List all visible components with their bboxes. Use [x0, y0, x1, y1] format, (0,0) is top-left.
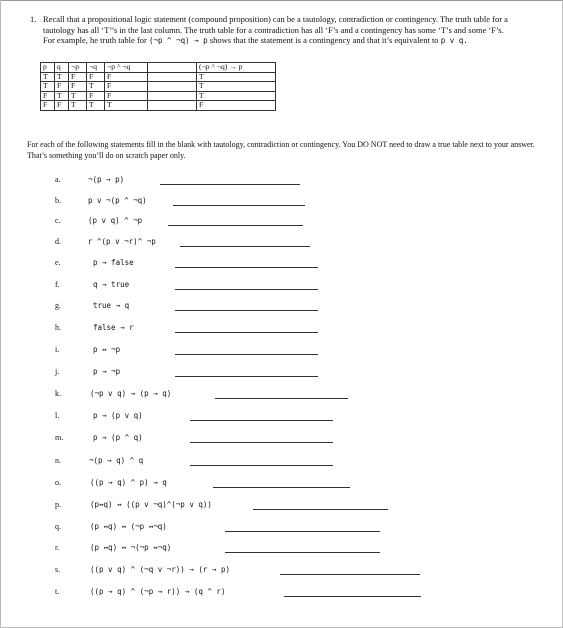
truth-table [40, 62, 276, 111]
truth-table-header-row [41, 63, 276, 73]
item-letter: i. [55, 345, 60, 354]
item-letter: c. [55, 216, 61, 225]
table-cell: F [105, 82, 148, 92]
table-row [41, 101, 276, 111]
answer-blank[interactable] [175, 267, 318, 268]
table-cell: F [69, 72, 87, 82]
item-letter: m. [55, 433, 64, 442]
answer-blank[interactable] [190, 420, 333, 421]
spacer-cell [148, 91, 197, 101]
question-intro [43, 14, 538, 47]
item-letter: l. [55, 411, 60, 420]
item-letter: k. [55, 389, 61, 398]
exercise-item-l [0, 411, 563, 423]
answer-blank[interactable] [190, 465, 333, 466]
item-expression: ((p → q) ^ p) → q [90, 478, 167, 487]
item-expression: (p v q) ^ ¬p [88, 216, 143, 225]
answer-blank[interactable] [175, 332, 318, 333]
exercise-item-q [0, 522, 563, 534]
exercise-item-s [0, 565, 563, 577]
item-expression: p → false [93, 258, 134, 267]
item-expression: p v ¬(p ^ ¬q) [88, 196, 147, 205]
table-cell: T [197, 91, 276, 101]
example-prefix: For example, he truth table for [43, 35, 147, 45]
item-expression: true → q [93, 301, 130, 310]
item-letter: q. [55, 522, 61, 531]
answer-blank[interactable] [213, 487, 350, 488]
intro-paragraph: Recall that a propositional logic statement (compound proposition) can be a tautology, contradiction or contingency. The truth table for a tautology has all ‘T’’s in the last column. The truth table for a contradiction has all ‘F’s and a contingency has some ‘T’s and some ‘F’s. [43, 14, 508, 35]
page-top-border [0, 0, 563, 1]
item-expression: (p ↔q) ↔ (¬p ↔¬q) [90, 522, 167, 531]
item-expression: (¬p v q) → (p → q) [90, 389, 172, 398]
answer-blank[interactable] [175, 376, 318, 377]
example-middle: shows that the statement is a contingency and that it’s equivalent to [209, 35, 439, 45]
answer-blank[interactable] [215, 398, 348, 399]
spacer-cell [148, 72, 197, 82]
exercise-item-p [0, 500, 563, 512]
instructions: For each of the following statements fill in the blank with tautology, contradiction or contingency. You DO NOT need to draw a true table next to your answer. That’s something you’ll do on scratch paper only. [27, 140, 535, 160]
spacer-cell [148, 101, 197, 111]
table-cell: T [55, 72, 69, 82]
answer-blank[interactable] [175, 310, 318, 311]
item-expression: r ^(p v ¬r)^ ¬p [88, 237, 156, 246]
exercise-item-g [0, 301, 563, 313]
item-expression: (p ↔q) ↔ ¬(¬p ↔¬q) [90, 543, 172, 552]
table-cell: T [41, 72, 55, 82]
example-equivalent: p v q. [440, 36, 468, 45]
answer-blank[interactable] [168, 225, 303, 226]
exercise-item-a [0, 175, 563, 187]
exercise-item-e [0, 258, 563, 270]
table-cell: T [105, 101, 148, 111]
table-cell: F [55, 82, 69, 92]
item-letter: o. [55, 478, 61, 487]
table-cell: T [69, 91, 87, 101]
item-letter: p. [55, 500, 61, 509]
table-cell: T [87, 82, 105, 92]
item-expression: (p↔q) ↔ ((p v ¬q)^(¬p v q)) [90, 500, 212, 509]
exercise-item-m [0, 433, 563, 445]
item-expression: p → (p v q) [93, 411, 143, 420]
item-letter: n. [55, 456, 61, 465]
item-letter: j. [55, 367, 60, 376]
table-cell: T [55, 91, 69, 101]
exercise-item-r [0, 543, 563, 555]
header-cell: (¬p ^ ¬q) → p [197, 63, 276, 73]
item-expression: ¬(p → p) [88, 175, 125, 184]
item-letter: d. [55, 237, 61, 246]
spacer-cell [148, 82, 197, 92]
header-cell: ¬p [69, 63, 87, 73]
exercise-item-j [0, 367, 563, 379]
item-letter: b. [55, 196, 61, 205]
table-cell: T [41, 82, 55, 92]
answer-blank[interactable] [173, 205, 305, 206]
item-letter: t. [55, 587, 60, 596]
answer-blank[interactable] [180, 246, 310, 247]
table-cell: F [87, 91, 105, 101]
item-expression: p ↔ ¬p [93, 345, 121, 354]
table-cell: F [69, 82, 87, 92]
item-expression: false → r [93, 323, 134, 332]
header-cell: p [41, 63, 55, 73]
exercise-item-c [0, 216, 563, 228]
item-expression: p → ¬p [93, 367, 121, 376]
example-paragraph [43, 35, 538, 47]
table-cell: F [197, 101, 276, 111]
item-expression: ((p → q) ^ (¬p → r)) → (q ^ r) [90, 587, 226, 596]
table-cell: F [87, 72, 105, 82]
item-letter: e. [55, 258, 61, 267]
answer-blank[interactable] [160, 184, 300, 185]
header-cell: ¬p ^ ¬q [105, 63, 148, 73]
exercise-item-t [0, 587, 563, 599]
table-cell: F [41, 101, 55, 111]
table-cell: T [197, 72, 276, 82]
table-row [41, 72, 276, 82]
item-expression: p → (p ^ q) [93, 433, 143, 442]
table-cell: T [87, 101, 105, 111]
item-expression: q → true [93, 280, 130, 289]
item-letter: h. [55, 323, 61, 332]
exercise-item-d [0, 237, 563, 249]
item-letter: r. [55, 543, 60, 552]
question-number: 1. [30, 14, 37, 24]
table-cell: T [69, 101, 87, 111]
exercise-item-b [0, 196, 563, 208]
header-cell: q [55, 63, 69, 73]
table-cell: F [55, 101, 69, 111]
spacer-cell [148, 63, 197, 73]
exercise-item-h [0, 323, 563, 335]
table-row [41, 82, 276, 92]
table-cell: T [197, 82, 276, 92]
item-expression: ¬(p → q) ^ q [89, 456, 144, 465]
table-cell: F [105, 91, 148, 101]
item-letter: s. [55, 565, 61, 574]
table-cell: F [105, 72, 148, 82]
exercise-item-i [0, 345, 563, 357]
item-expression: ((p v q) ^ (¬q v ¬r)) → (r → p) [90, 565, 230, 574]
exercise-item-n [0, 456, 563, 468]
answer-blank[interactable] [225, 552, 380, 553]
exercise-item-o [0, 478, 563, 490]
exercise-item-f [0, 280, 563, 292]
header-cell: ¬q [87, 63, 105, 73]
example-expression: (¬p ^ ¬q) → p [148, 36, 208, 45]
answer-blank[interactable] [225, 531, 380, 532]
item-letter: a. [55, 175, 61, 184]
item-letter: f. [55, 280, 60, 289]
item-letter: g. [55, 301, 61, 310]
answer-blank[interactable] [253, 509, 388, 510]
answer-blank[interactable] [190, 442, 333, 443]
answer-blank[interactable] [175, 289, 318, 290]
answer-blank[interactable] [284, 596, 421, 597]
exercise-item-k [0, 389, 563, 401]
table-cell: F [41, 91, 55, 101]
answer-blank[interactable] [175, 354, 318, 355]
answer-blank[interactable] [280, 574, 420, 575]
